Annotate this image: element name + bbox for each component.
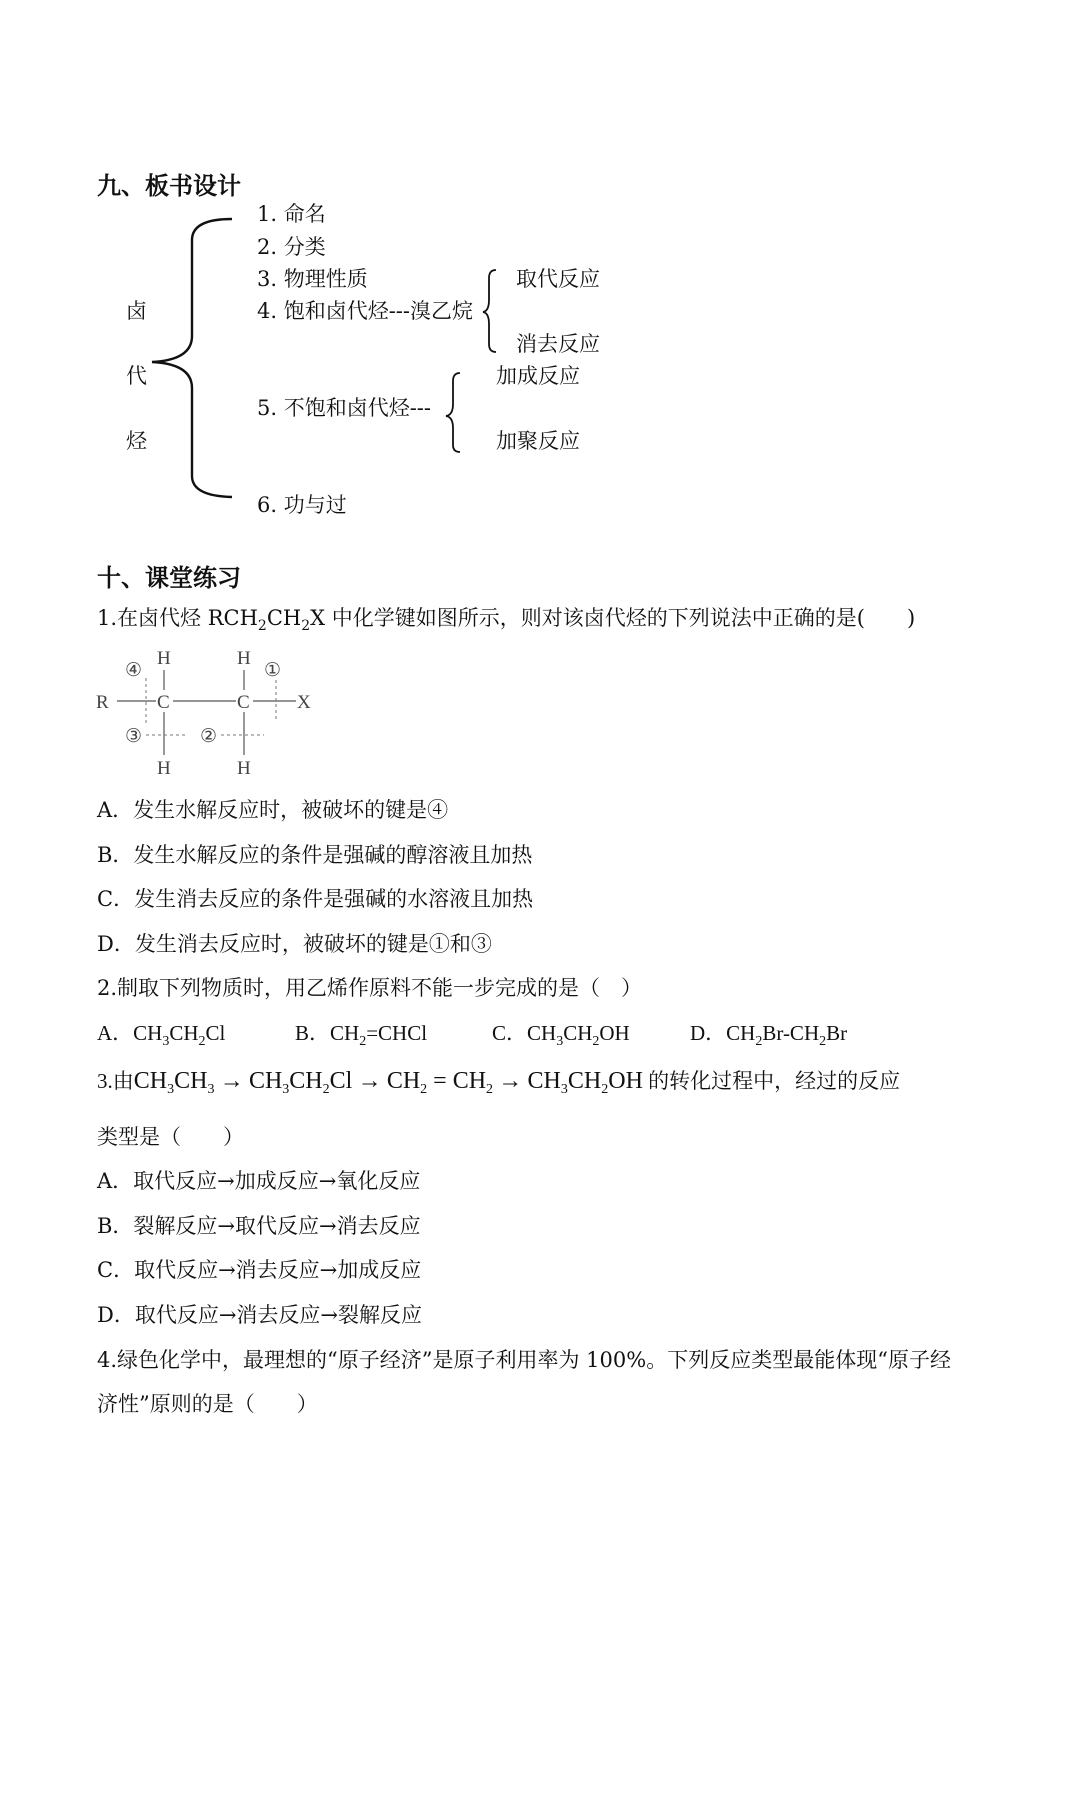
q2-a-p1: 3 <box>162 1034 170 1049</box>
atom-h-top-1: H <box>157 648 171 669</box>
root-char-2: 代 <box>126 364 147 388</box>
q1-stem-sub1: 2 <box>257 618 267 634</box>
q3-f4-p2: CH <box>567 1068 602 1094</box>
q2-option-c <box>492 1020 630 1049</box>
section-9-heading: 九、板书设计 <box>97 172 241 200</box>
q2-b-p2: =CHCl <box>366 1021 428 1045</box>
q2-option-d-letter: D． <box>690 1021 727 1045</box>
q2-option-b <box>295 1020 428 1049</box>
q1-option-d: D．发生消去反应时，被破坏的键是①和③ <box>97 932 492 956</box>
outline-item-3: 3. 物理性质 <box>257 267 368 291</box>
outline-item-6: 6. 功与过 <box>257 493 347 517</box>
item5-brace <box>446 373 460 452</box>
q3-f2-p3: 2 <box>322 1082 330 1097</box>
item5-branch-1: 加成反应 <box>496 364 580 388</box>
q3-formula-4 <box>527 1068 643 1097</box>
atom-r: R <box>96 692 109 713</box>
q3-prefix: 3.由 <box>97 1069 134 1093</box>
bond-label-2: ② <box>200 726 218 747</box>
q2-option-d <box>690 1020 848 1049</box>
q2-d-p0: CH <box>726 1021 756 1045</box>
q3-f4-p3: 2 <box>601 1082 609 1097</box>
q3-stem <box>97 1068 901 1097</box>
q3-arrow-1: → <box>219 1068 244 1094</box>
q2-b-p0: CH <box>330 1021 360 1045</box>
item4-branch-2: 消去反应 <box>516 332 600 356</box>
q2-c-p4: OH <box>599 1021 630 1045</box>
q2-b-p1: 2 <box>359 1034 367 1049</box>
item4-branch-1: 取代反应 <box>516 267 600 291</box>
q2-a-p3: 2 <box>198 1034 206 1049</box>
q1-stem-c: X 中化学键如图所示，则对该卤代烃的下列说法中正确的是( ) <box>310 606 916 630</box>
q1-stem-b: CH <box>266 606 302 630</box>
q2-c-p0: CH <box>527 1021 557 1045</box>
bond-label-4: ④ <box>125 660 143 681</box>
q3-f3b-p0: CH <box>452 1068 487 1094</box>
q3-option-c: C．取代反应→消去反应→加成反应 <box>97 1258 422 1282</box>
q3-f4-p0: CH <box>527 1068 561 1094</box>
q1-option-c: C．发生消去反应的条件是强碱的水溶液且加热 <box>97 887 534 911</box>
q3-f1-p1: 3 <box>167 1082 175 1097</box>
q2-c-p3: 2 <box>592 1034 600 1049</box>
root-char-1: 卤 <box>126 299 147 323</box>
q3-line2: 类型是（ ） <box>97 1125 244 1149</box>
q2-option-c-letter: C． <box>492 1021 528 1045</box>
section-10-heading: 十、课堂练习 <box>97 564 241 592</box>
q2-a-p0: CH <box>133 1021 163 1045</box>
bond-label-1: ① <box>264 660 282 681</box>
q2-a-p2: CH <box>169 1021 199 1045</box>
q4-line1: 4.绿色化学中，最理想的“原子经济”是原子利用率为 100%。下列反应类型最能体现“原子经 <box>97 1348 951 1372</box>
q2-option-a <box>97 1020 226 1049</box>
q3-f4-p1: 3 <box>560 1082 568 1097</box>
outline-item-1: 1. 命名 <box>257 202 326 226</box>
atom-c1: C <box>157 692 170 713</box>
q1-stem <box>97 605 916 634</box>
q1-option-b: B．发生水解反应的条件是强碱的醇溶液且加热 <box>97 843 533 867</box>
q3-formula-3 <box>386 1068 494 1097</box>
q3-f2-p0: CH <box>248 1068 283 1094</box>
q3-f2-p4: Cl <box>329 1068 353 1094</box>
outline-item-2: 2. 分类 <box>257 235 326 259</box>
q3-f3a-p1: 2 <box>420 1082 428 1097</box>
main-brace <box>152 219 232 497</box>
atom-h-bottom-1: H <box>157 758 171 779</box>
q3-option-a: A．取代反应→加成反应→氧化反应 <box>97 1169 421 1193</box>
q2-stem: 2.制取下列物质时，用乙烯作原料不能一步完成的是（ ） <box>97 976 643 1000</box>
q3-f1-p2: CH <box>174 1068 208 1094</box>
q2-d-p4: Br <box>826 1021 848 1045</box>
q3-option-d: D．取代反应→消去反应→裂解反应 <box>97 1303 423 1327</box>
atom-x: X <box>297 692 311 713</box>
q3-f3b-p1: 2 <box>486 1082 494 1097</box>
q3-option-b: B．裂解反应→取代反应→消去反应 <box>97 1214 421 1238</box>
outline-item-4: 4. 饱和卤代烃---溴乙烷 <box>257 299 473 323</box>
q2-a-p4: Cl <box>205 1021 226 1045</box>
q3-arrow-3: → <box>498 1068 523 1094</box>
q1-option-a: A．发生水解反应时，被破坏的键是④ <box>97 798 449 822</box>
item5-branch-2: 加聚反应 <box>496 429 580 453</box>
q3-f1-p0: CH <box>133 1068 168 1094</box>
q3-f4-p4: OH <box>608 1068 643 1094</box>
q3-f2-p2: CH <box>289 1068 323 1094</box>
q3-suffix: 的转化过程中，经过的反应 <box>648 1069 901 1093</box>
q3-f3a-p0: CH <box>386 1068 421 1094</box>
q3-f2-p1: 3 <box>282 1082 290 1097</box>
q2-option-a-letter: A． <box>97 1021 134 1045</box>
q2-d-p3: 2 <box>819 1034 827 1049</box>
q2-c-p1: 3 <box>556 1034 564 1049</box>
q3-arrow-2: → <box>357 1068 382 1094</box>
q4-line2: 济性”原则的是（ ） <box>97 1392 318 1416</box>
root-char-3: 烃 <box>126 429 147 453</box>
q3-f1-p3: 3 <box>207 1082 215 1097</box>
bond-diagram <box>96 648 311 779</box>
q2-option-b-letter: B． <box>295 1021 331 1045</box>
q2-c-p2: CH <box>563 1021 593 1045</box>
q2-d-p2: Br-CH <box>762 1021 820 1045</box>
q1-stem-a: 1.在卤代烃 RCH <box>97 606 258 630</box>
atom-h-top-2: H <box>237 648 251 669</box>
q3-formula-1 <box>133 1068 215 1097</box>
outline-item-5: 5. 不饱和卤代烃--- <box>257 396 431 420</box>
q2-d-p1: 2 <box>755 1034 763 1049</box>
q1-stem-sub2: 2 <box>301 618 311 634</box>
atom-c2: C <box>237 692 250 713</box>
q3-eq: = <box>433 1068 447 1094</box>
item4-brace <box>483 270 496 352</box>
bond-label-3: ③ <box>125 726 143 747</box>
atom-h-bottom-2: H <box>237 758 251 779</box>
q3-formula-2 <box>248 1068 353 1097</box>
